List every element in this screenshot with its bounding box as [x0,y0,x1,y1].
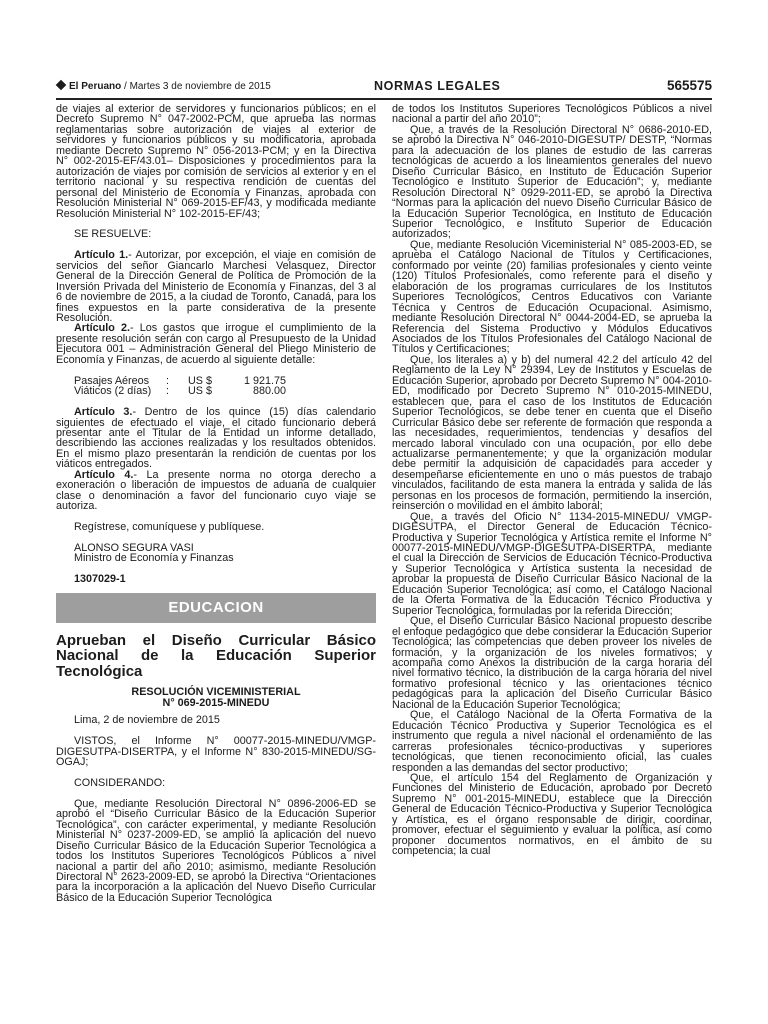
page-number: 565575 [666,78,712,93]
expense-currency: US $ [188,374,213,387]
section-bar-educacion: EDUCACION [56,593,376,623]
right-column [392,104,712,857]
paragraph: Que, el Catálogo Nacional de la Oferta Formativa de la Educación Técnico Productiva y Superior Tecnológica es el instrumento que regula a nivel nacional el ordenamiento de las carreras profesionales técnico-productivas y superiores tecnológicas, que tienen reconocimiento oficial, las cuales responden a las demandas del sector productivo; [392,709,712,774]
article-label: Artículo 4. [74,468,134,481]
article-label: Artículo 3. [74,406,133,419]
resolution-number: N° 069-2015-MINEDU [162,697,270,710]
document-title: Aprueban el Diseño Curricular Básico Nacional de la Educación Superior Tecnológica [56,631,376,680]
paragraph: Que, a través del Oficio N° 1134-2015-MINEDU/ VMGP-DIGESUTPA, el Director General de Educación Técnico-Productiva y Superior Tecnológica y Artística remite el Informe N° 00077-2015-MINEDU/VMGP-DIGESUTPA-DISERTPA, mediante el cual la Dirección de Servicios de Educación Técnico-Productiva y Superior Tecnológica y Artística sustenta la necesidad de aprobar la propuesta de Diseño Curricular Básico Nacional de la Educación Superior Tecnológica; así como, el Catálogo Nacional de la Oferta Formativa de la Educación Técnico Productiva y Superior Tecnológica, formuladas por la referida Dirección; [392,510,712,617]
newspaper-name: El Peruano [69,81,122,92]
paragraph: Que, mediante Resolución Directoral N° 0896-2006-ED se aprobó el “Diseño Curricular Básico de la Educación Superior Tecnológica”, con carácter experimental, y mediante Resolución Ministerial N° 0237-2009-ED, se amplió la aplicación del nuevo Diseño Curricular Básico de la Educación Superior Tecnológica a todos los Institutos Superiores Tecnológicos Públicos a nivel nacional a partir del año 2010; asimismo, mediante Resolución Directoral N° 2623-2009-ED, se aprobó la Directiva “Orientaciones para la incorporación a la aplicación del Nuevo Diseño Curricular Básico de la Educación Superior Tecnológica [56,797,376,904]
article-text: - La presente norma no otorga derecho a exoneración o liberación de impuestos de aduana de cualquier clase o denominación a favor del funcionario cuyo viaje se autoriza. [56,468,377,513]
se-resuelve: SE RESUELVE: [74,228,152,241]
expense-amount: 880.00 [252,385,286,398]
el-peruano-logo-icon [56,80,67,91]
section-name: NORMAS LEGALES [374,79,501,93]
header-masthead: El Peruano / Martes 3 de noviembre de 2015 [56,80,271,92]
closing-formula: Regístrese, comuníquese y publíquese. [74,521,265,534]
paragraph: Que, a través de la Resolución Directoral N° 0686-2010-ED, se aprobó la Directiva N° 046-2010-DIGESUTP/ DESTP, “Normas para la adecuación de los planes de estudio de las carreras tecnológicas de acuerdo a los lineamientos generales del nuevo Diseño Curricular Básico, en Instituto de Educación Superior Tecnológico e Instituto Superior de Educación”; y, mediante Resolución Directoral N° 0929-2011-ED, se aprobó la Directiva “Normas para la aplicación del nuevo Diseño Curricular Básico de la Educación Superior Tecnológica, en Instituto de Educación Superior Tecnológico, e Instituto Superior de Educación autorizados; [392,123,712,241]
issue-date: Martes 3 de noviembre de 2015 [129,81,271,92]
expense-concept: Viáticos (2 días) [74,385,152,398]
article-3 [56,407,376,470]
paragraph: Que, el Diseño Curricular Básico Nacional propuesto describe el enfoque pedagógico que debe considerar la Educación Superior Tecnológica; las competencias que deben proveer los niveles de formación, y la organización de los niveles formativos; y acompaña como Anexos la distribución de la carga horaria del nivel formativo técnico, la distribución de la carga horaria del nivel formativo profesional técnico y las orientaciones técnico pedagógicas para la aplicación del Diseño Curricular Básico Nacional de la Educación Superior Tecnológica; [392,615,712,711]
signer-title: Ministro de Economía y Finanzas [74,552,234,565]
resolution-type: RESOLUCIÓN VICEMINISTERIAL [131,686,301,699]
article-text: - Autorizar, por excepción, el viaje en comisión de servicios del señor Giancarlo Marchesi Velasquez, Director General de la Dirección General de Política de Promoción de la Inversión Privada del Ministerio de Economía y Finanzas, del 3 al 6 de noviembre de 2015, a la ciudad de Toronto, Canadá, para los fines expuestos en la parte considerativa de la presente Resolución. [56,249,377,325]
page-header [56,78,712,100]
article-label: Artículo 1. [74,249,129,262]
expense-currency: US $ [188,385,213,398]
article-text: - Los gastos que irrogue el cumplimiento de la presente resolución serán con cargo al Presupuesto de la Unidad Ejecutora 001 – Administración General del Pliego Ministerio de Economía y Finanzas, de acuerdo al siguiente detalle: [56,322,377,366]
expense-amount: 1 921.75 [243,374,286,387]
article-label: Artículo 2. [74,322,130,335]
article-text: - Dentro de los quince (15) días calendario siguientes de efectuado el viaje, el citado funcionario deberá presentar ante el Titular de la Entidad un informe detallado, describiendo las acciones realizadas y los resultados obtenidos. En el mismo plazo presentarán la rendición de cuentas por los viáticos entregados. [56,406,376,471]
place-date: Lima, 2 de noviembre de 2015 [74,714,220,727]
expense-concept: Pasajes Aéreos [74,374,150,387]
expense-row [74,386,286,396]
signer-name: ALONSO SEGURA VASI [74,541,194,554]
paragraph: Que, el artículo 154 del Reglamento de Organización y Funciones del Ministerio de Educación, aprobado por Decreto Supremo N° 001-2015-MINEDU, establece que la Dirección General de Educación Técnico-Productiva y Superior Tecnológica y Artística, es el órgano responsable de dirigir, coordinar, promover, efectuar el seguimiento y evaluar la política, así como proponer documentos normativos, en el ámbito de su competencia; la cual [392,772,712,858]
resolution-title [56,687,376,709]
vistos: VISTOS, el Informe N° 00077-2015-MINEDU/VMGP-DIGESUTPA-DISERTPA, y el Informe N° 830-2015-MINEDU/SG-OGAJ; [56,735,376,769]
reference-number: 1307029-1 [74,573,126,586]
considerando: CONSIDERANDO: [74,776,166,789]
left-column [56,104,376,903]
expense-sep: : [166,385,169,398]
article-2 [56,323,376,365]
paragraph: de viajes al exterior de servidores y funcionarios públicos; en el Decreto Supremo N° 047-2002-PCM, que aprueba las normas reglamentarias sobre autorización de viajes al exterior de servidores y funcionarios públicos y su modificatoria, aprobada mediante Decreto Supremo N° 056-2013-PCM; y en la Directiva N° 002-2015-EF/43.01– Disposiciones y procedimientos para la autorización de viajes por comisión de servicios al exterior y en el territorio nacional y su respectiva rendición de cuentas del personal del Ministerio de Economía y Finanzas, aprobada con Resolución Ministerial N° 069-2015-EF/43, y modificada mediante Resolución Ministerial N° 102-2015-EF/43; [56,103,376,220]
paragraph: Que, los literales a) y b) del numeral 42.2 del artículo 42 del Reglamento de la Ley N° 29394, Ley de Institutos y Escuelas de Educación Superior, aprobado por Decreto Supremo N° 004-2010-ED, modificado por Decreto Supremo N° 010-2015-MINEDU, establecen que, para el caso de los Institutos de Educación Superior Tecnológicos, se debe tener en cuenta que el Diseño Curricular Básico debe ser referente de formación que responda a las necesidades, requerimientos, tendencias y desafíos del mercado laboral vinculado con una ocupación, por ello debe actualizarse permanentemente; y que la organización modular debe permitir la adquisición de capacidades para acceder y desempeñarse eficientemente en uno o más puestos de trabajo vinculados, facilitando de esta manera la entrada y salida de las personas en los procesos de formación, permitiendo la inserción, reinserción o movilidad en el ámbito laboral; [392,353,712,513]
expenses-table [74,376,286,397]
paragraph: Que, mediante Resolución Viceministerial N° 085-2003-ED, se aprueba el Catálogo Nacional de Títulos y Certificaciones, conformado por veinte (20) familias profesionales y ciento veinte (120) Títulos Profesionales, como referente para el diseño y elaboración de los programas curriculares de los Institutos Superiores Tecnológicos, Centros Educativos con Variante Técnica y Centros de Educación Ocupacional. Asimismo, mediante Resolución Directoral N° 0044-2004-ED, se aprueba la Referencia del Sistema Productivo y Módulos Educativos Asociados de los Títulos Profesionales del Catálogo Nacional de Títulos y Certificaciones; [392,238,712,356]
article-1 [56,250,376,323]
expense-sep: : [166,374,169,387]
article-4 [56,470,376,512]
paragraph: de todos los Institutos Superiores Tecnológicos Públicos a nivel nacional a partir del año 2010”; [392,103,712,126]
